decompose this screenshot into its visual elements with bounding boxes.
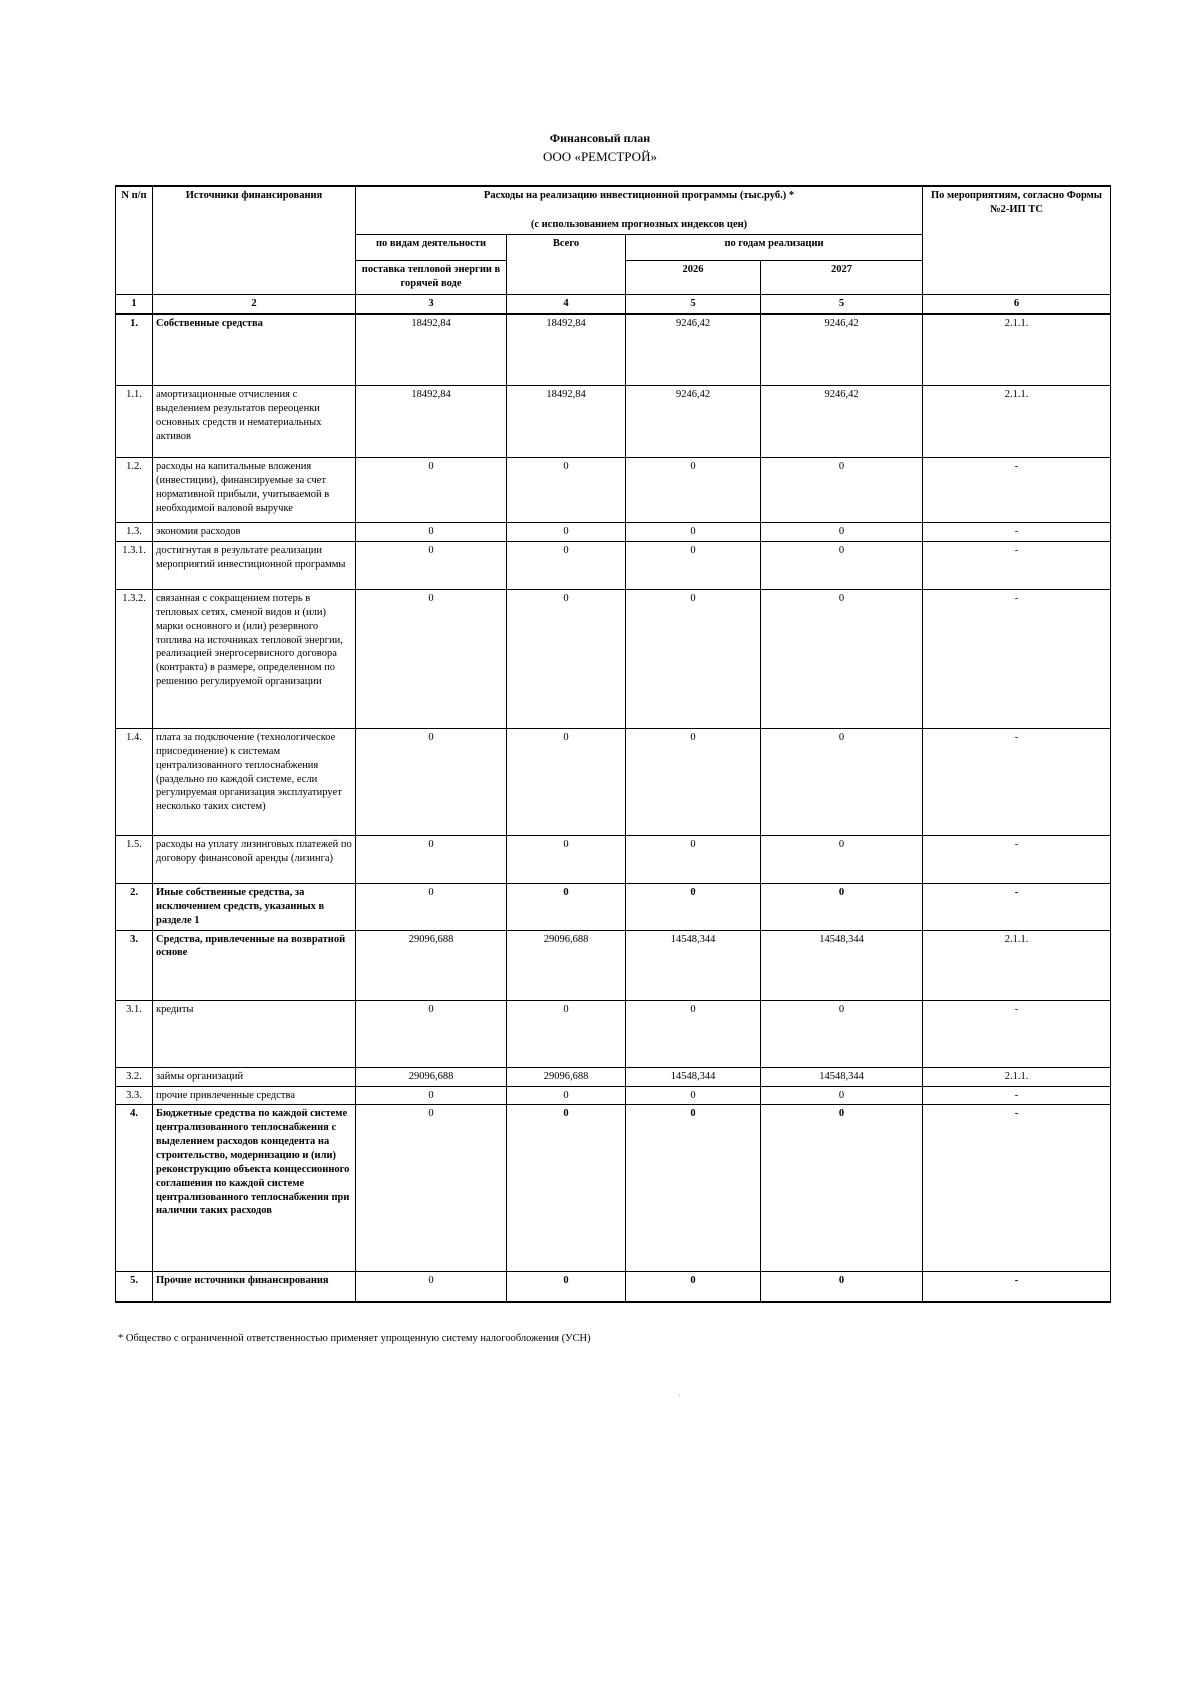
row-measures: 2.1.1.	[923, 1067, 1111, 1086]
row-num: 1.3.1.	[116, 541, 153, 589]
row-total: 0	[507, 1272, 626, 1302]
row-2026: 0	[626, 1086, 761, 1105]
col-number: 2	[153, 294, 356, 313]
row-total: 0	[507, 728, 626, 835]
row-2026: 0	[626, 523, 761, 542]
row-2026: 0	[626, 458, 761, 523]
col-number: 5	[761, 294, 923, 313]
row-activity: 0	[356, 458, 507, 523]
row-source: Иные собственные средства, за исключением средств, указанных в разделе 1	[153, 883, 356, 930]
company-name: ООО «РЕМСТРОЙ»	[543, 149, 657, 164]
column-numbers-row	[116, 294, 1111, 313]
row-num: 1.4.	[116, 728, 153, 835]
table-row	[116, 1105, 1111, 1272]
header-measures: По мероприятиям, согласно Формы №2-ИП ТС	[923, 186, 1111, 294]
row-2026: 0	[626, 541, 761, 589]
row-2026: 0	[626, 1000, 761, 1067]
row-measures: 2.1.1.	[923, 930, 1111, 1000]
footnote: * Общество с ограниченной ответственностью применяет упрощенную систему налогообложения (УСН)	[118, 1333, 591, 1344]
row-2026: 0	[626, 728, 761, 835]
financial-plan-table	[115, 185, 1111, 1303]
row-2026: 14548,344	[626, 1067, 761, 1086]
row-measures: -	[923, 523, 1111, 542]
row-measures: -	[923, 458, 1111, 523]
row-num: 1.	[116, 314, 153, 386]
row-total: 0	[507, 523, 626, 542]
col-number: 6	[923, 294, 1111, 313]
row-measures: -	[923, 728, 1111, 835]
header-year-2026: 2026	[626, 260, 761, 294]
row-total: 0	[507, 835, 626, 883]
table-row	[116, 386, 1111, 458]
row-measures: -	[923, 541, 1111, 589]
row-2027: 0	[761, 541, 923, 589]
row-num: 1.3.2.	[116, 589, 153, 728]
col-number: 4	[507, 294, 626, 313]
table-row	[116, 523, 1111, 542]
table-row	[116, 1000, 1111, 1067]
table-row	[116, 728, 1111, 835]
row-2027: 0	[761, 728, 923, 835]
row-source: расходы на уплату лизинговых платежей по договору финансовой аренды (лизинга)	[153, 835, 356, 883]
header-source: Источники финансирования	[153, 186, 356, 294]
row-2027: 0	[761, 1000, 923, 1067]
row-2027: 0	[761, 1086, 923, 1105]
row-2027: 0	[761, 883, 923, 930]
row-2026: 14548,344	[626, 930, 761, 1000]
col-number: 5	[626, 294, 761, 313]
table-row	[116, 1086, 1111, 1105]
header-by-activity: по видам деятельности	[356, 234, 507, 260]
row-2026: 0	[626, 1272, 761, 1302]
row-num: 1.3.	[116, 523, 153, 542]
row-2027: 14548,344	[761, 930, 923, 1000]
table-row	[116, 1067, 1111, 1086]
table-row	[116, 458, 1111, 523]
row-activity: 0	[356, 1000, 507, 1067]
row-activity: 0	[356, 523, 507, 542]
document-title: Финансовый план	[549, 131, 651, 145]
row-measures: -	[923, 589, 1111, 728]
row-activity: 0	[356, 589, 507, 728]
table-row	[116, 589, 1111, 728]
header-expenses-line1: Расходы на реализацию инвестиционной программы (тыс.руб.) *	[483, 190, 795, 201]
row-activity: 18492,84	[356, 314, 507, 386]
row-activity: 0	[356, 1105, 507, 1272]
row-total: 18492,84	[507, 314, 626, 386]
row-source: Бюджетные средства по каждой системе централизованного теплоснабжения с выделением расходов концедента на строительство, модернизацию и (или) реконструкцию объекта концессионного соглашения по каждой системе централизованного теплоснабжения при наличии таких расходов	[153, 1105, 356, 1272]
row-num: 3.1.	[116, 1000, 153, 1067]
row-source: кредиты	[153, 1000, 356, 1067]
row-source: Прочие источники финансирования	[153, 1272, 356, 1302]
row-activity: 0	[356, 541, 507, 589]
row-num: 1.1.	[116, 386, 153, 458]
row-2027: 0	[761, 835, 923, 883]
header-by-years: по годам реализации	[626, 234, 923, 260]
row-2027: 0	[761, 458, 923, 523]
row-activity: 0	[356, 1086, 507, 1105]
row-total: 0	[507, 1105, 626, 1272]
row-num: 5.	[116, 1272, 153, 1302]
table-row	[116, 883, 1111, 930]
header-expenses-line2: (с использованием прогнозных индексов цен)	[530, 218, 748, 230]
row-num: 3.3.	[116, 1086, 153, 1105]
row-num: 4.	[116, 1105, 153, 1272]
row-total: 0	[507, 541, 626, 589]
row-measures: -	[923, 1105, 1111, 1272]
row-total: 0	[507, 1086, 626, 1105]
row-2027: 0	[761, 1105, 923, 1272]
row-total: 0	[507, 589, 626, 728]
row-source: Средства, привлеченные на возвратной основе	[153, 930, 356, 1000]
row-activity: 0	[356, 835, 507, 883]
row-activity: 29096,688	[356, 1067, 507, 1086]
row-activity: 0	[356, 728, 507, 835]
header-num: N п/п	[116, 186, 153, 294]
row-source: расходы на капитальные вложения (инвестиции), финансируемые за счет нормативной прибыли, учитываемой в необходимой валовой выручке	[153, 458, 356, 523]
stray-mark: .	[679, 1392, 681, 1398]
row-total: 0	[507, 1000, 626, 1067]
table-row	[116, 314, 1111, 386]
header-expenses	[356, 186, 923, 234]
row-source: прочие привлеченные средства	[153, 1086, 356, 1105]
table-row	[116, 930, 1111, 1000]
table-row	[116, 1272, 1111, 1302]
col-number: 1	[116, 294, 153, 313]
row-2027: 14548,344	[761, 1067, 923, 1086]
header-total: Всего	[507, 234, 626, 294]
col-number: 3	[356, 294, 507, 313]
row-total: 0	[507, 883, 626, 930]
row-source: амортизационные отчисления с выделением результатов переоценки основных средств и нематериальных активов	[153, 386, 356, 458]
row-source: займы организаций	[153, 1067, 356, 1086]
row-measures: -	[923, 1272, 1111, 1302]
row-measures: -	[923, 1086, 1111, 1105]
row-measures: -	[923, 1000, 1111, 1067]
row-num: 1.5.	[116, 835, 153, 883]
row-2027: 0	[761, 589, 923, 728]
row-2027: 9246,42	[761, 386, 923, 458]
row-2026: 0	[626, 1105, 761, 1272]
row-2026: 9246,42	[626, 386, 761, 458]
row-source: экономия расходов	[153, 523, 356, 542]
header-year-2027: 2027	[761, 260, 923, 294]
row-source: плата за подключение (технологическое присоединение) к системам централизованного теплоснабжения (раздельно по каждой системе, если регулируемая организация эксплуатирует несколько таких систем)	[153, 728, 356, 835]
row-num: 2.	[116, 883, 153, 930]
row-num: 3.	[116, 930, 153, 1000]
row-total: 29096,688	[507, 1067, 626, 1086]
row-measures: -	[923, 883, 1111, 930]
row-activity: 18492,84	[356, 386, 507, 458]
row-2026: 0	[626, 883, 761, 930]
table-row	[116, 541, 1111, 589]
row-measures: 2.1.1.	[923, 314, 1111, 386]
row-total: 29096,688	[507, 930, 626, 1000]
header-activity-type: поставка тепловой энергии в горячей воде	[356, 260, 507, 294]
row-2027: 9246,42	[761, 314, 923, 386]
row-total: 0	[507, 458, 626, 523]
row-2027: 0	[761, 1272, 923, 1302]
row-total: 18492,84	[507, 386, 626, 458]
row-2027: 0	[761, 523, 923, 542]
row-activity: 0	[356, 1272, 507, 1302]
row-activity: 0	[356, 883, 507, 930]
row-2026: 0	[626, 589, 761, 728]
row-activity: 29096,688	[356, 930, 507, 1000]
table-row	[116, 835, 1111, 883]
row-2026: 9246,42	[626, 314, 761, 386]
row-num: 1.2.	[116, 458, 153, 523]
row-source: связанная с сокращением потерь в тепловых сетях, сменой видов и (или) марки основного и (или) резервного топлива на источниках тепловой энергии, реализацией энергосервисного договора (контракта) в размере, определенном по решению регулируемой организации	[153, 589, 356, 728]
row-num: 3.2.	[116, 1067, 153, 1086]
row-measures: 2.1.1.	[923, 386, 1111, 458]
row-measures: -	[923, 835, 1111, 883]
row-source: Собственные средства	[153, 314, 356, 386]
row-2026: 0	[626, 835, 761, 883]
row-source: достигнутая в результате реализации мероприятий инвестиционной программы	[153, 541, 356, 589]
